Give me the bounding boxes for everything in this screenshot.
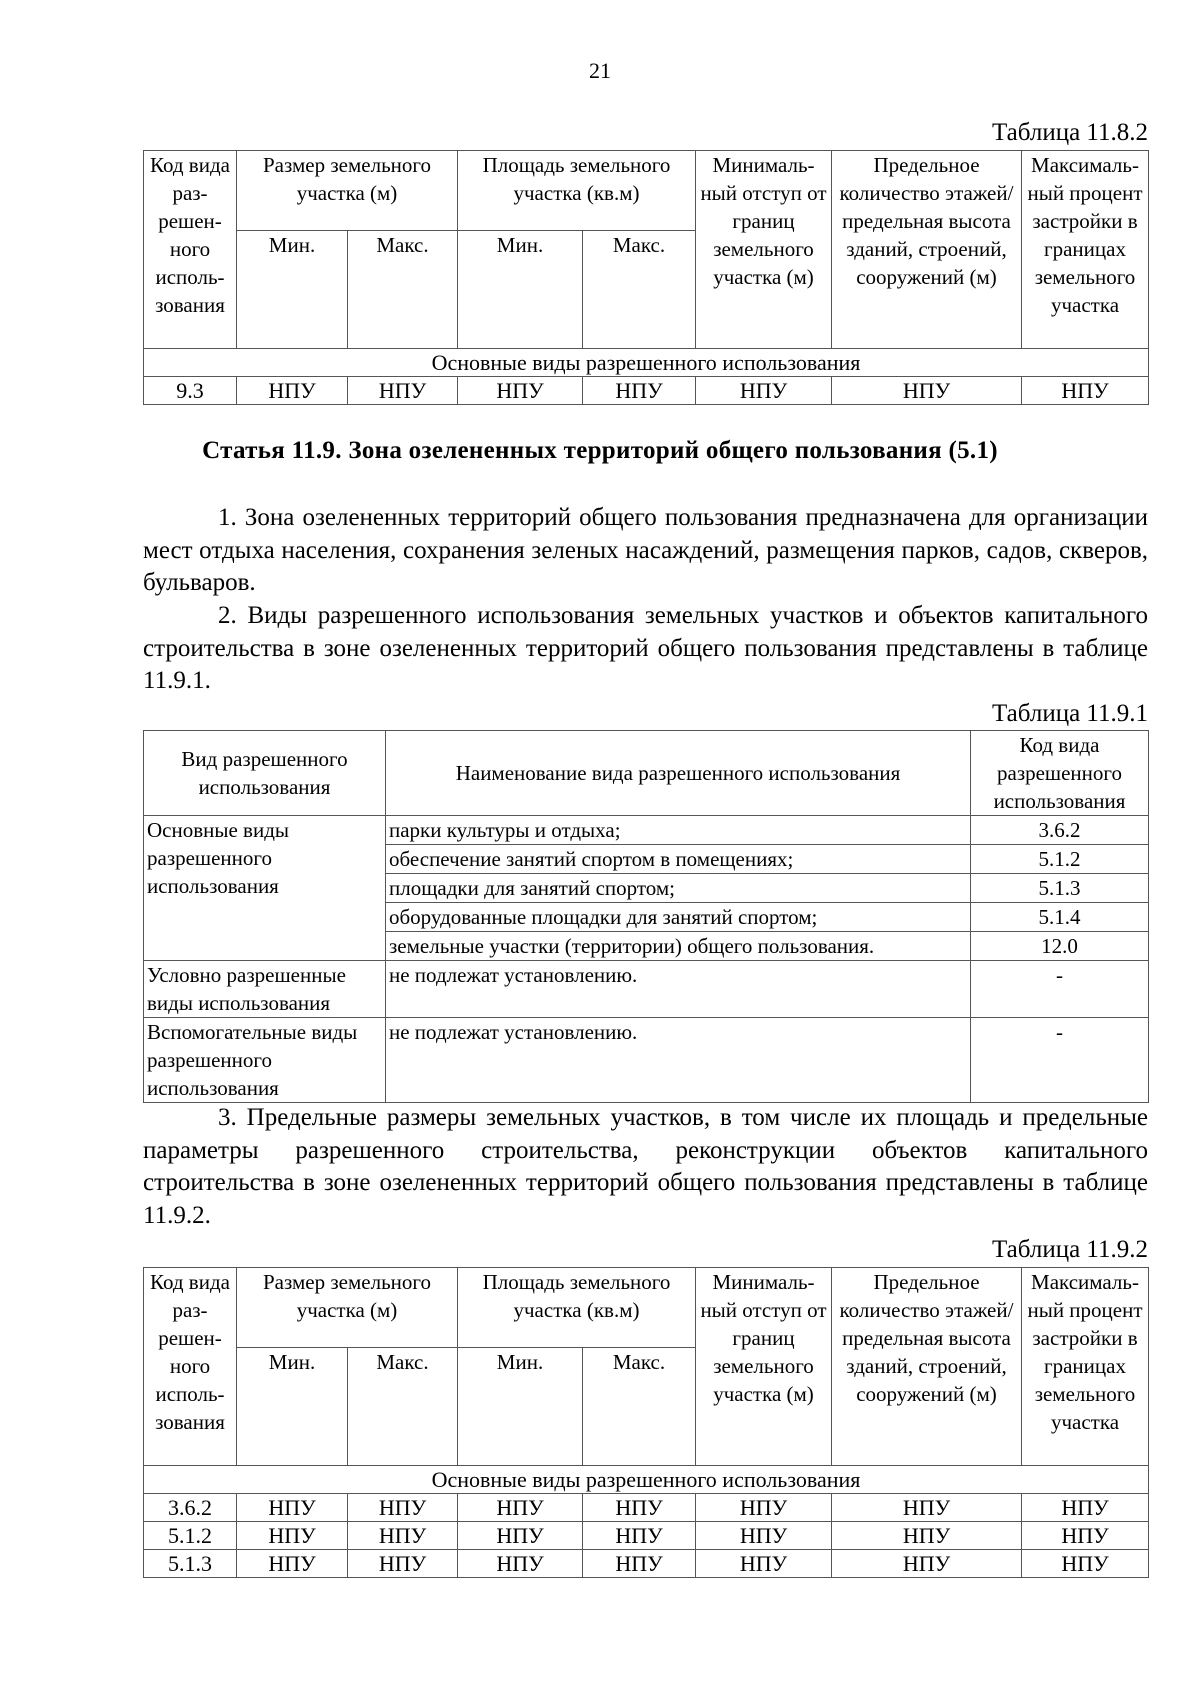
cell: НПУ [1022, 377, 1149, 405]
limits-table-11-8-2 [143, 150, 1149, 405]
use-name: обеспечение занятий спортом в помещениях; [386, 845, 971, 874]
cell: НПУ [458, 377, 583, 405]
limits-table-11-9-2 [143, 1267, 1149, 1578]
cell: НПУ [458, 1494, 583, 1522]
table-row [144, 377, 1149, 405]
cell: НПУ [348, 1494, 458, 1522]
cell: НПУ [1022, 1494, 1149, 1522]
use-name: не подлежат установлению. [386, 1018, 971, 1103]
header-code: Код вида раз- решен- ного исполь- зования [144, 151, 237, 349]
cell: НПУ [348, 1522, 458, 1550]
use-name: парки культуры и отдыха; [386, 816, 971, 845]
cell: НПУ [237, 1522, 348, 1550]
article-title: Статья 11.9. Зона озелененных территорий общего пользования (5.1) [202, 437, 998, 464]
use-name: оборудованные площадки для занятий спортом; [386, 903, 971, 932]
cell: НПУ [583, 1522, 696, 1550]
paragraph-2-text: 2. Виды разрешенного использования земельных участков и объектов капитального строительства в зоне озелененных территорий общего пользования представлены в таблице 11.9.1. [143, 602, 1148, 694]
header-min: Мин. [237, 231, 348, 349]
cell: НПУ [696, 1550, 832, 1578]
use-code: - [971, 1018, 1149, 1103]
header-type: Вид разрешенного использования [144, 731, 386, 816]
use-code: - [971, 961, 1149, 1018]
header-code: Код вида разрешенного использования [971, 731, 1149, 816]
header-max: Макс. [348, 1348, 458, 1466]
cell: НПУ [696, 1494, 832, 1522]
cell: НПУ [237, 1494, 348, 1522]
header-area: Площадь земельного участка (кв.м) [458, 151, 696, 231]
header-max: Макс. [348, 231, 458, 349]
cell: НПУ [583, 1494, 696, 1522]
cell: 9.3 [144, 377, 237, 405]
use-code: 12.0 [971, 932, 1149, 961]
header-size: Размер земельного участка (м) [237, 151, 458, 231]
header-percent: Максималь- ный процент застройки в границах земельного участка [1022, 151, 1149, 349]
header-min: Мин. [458, 1348, 583, 1466]
cell: НПУ [832, 1522, 1022, 1550]
cell: НПУ [583, 377, 696, 405]
table-row [144, 816, 1149, 845]
table-caption: Таблица 11.8.2 [992, 119, 1148, 146]
header-floors: Предельное количество этажей/ предельная высота зданий, строений, сооружений (м) [832, 151, 1022, 349]
use-name: площадки для занятий спортом; [386, 874, 971, 903]
cell: 3.6.2 [144, 1494, 237, 1522]
cell: НПУ [583, 1550, 696, 1578]
header-setback: Минималь- ный отступ от границ земельного участка (м) [696, 1268, 832, 1466]
cell: НПУ [1022, 1550, 1149, 1578]
paragraph-3-text: 3. Предельные размеры земельных участков, в том числе их площадь и предельные параметры разрешенного строительства, реконструкции объектов капитального строительства в зоне озелененных территорий общего пользования представлены в таблице 11.9.2. [143, 1104, 1148, 1229]
cell: 5.1.3 [144, 1550, 237, 1578]
cell: НПУ [832, 1550, 1022, 1578]
paragraph-2 [143, 600, 1148, 698]
cell: НПУ [237, 377, 348, 405]
cell: НПУ [458, 1522, 583, 1550]
header-min: Мин. [458, 231, 583, 349]
header-max: Макс. [583, 1348, 696, 1466]
cell: НПУ [237, 1550, 348, 1578]
table-caption: Таблица 11.9.2 [992, 1236, 1148, 1263]
use-name: не подлежат установлению. [386, 961, 971, 1018]
cell: НПУ [832, 377, 1022, 405]
header-setback: Минималь- ный отступ от границ земельного участка (м) [696, 151, 832, 349]
cell: НПУ [348, 1550, 458, 1578]
table-caption: Таблица 11.9.1 [992, 700, 1148, 727]
table-row [144, 1550, 1149, 1578]
use-code: 5.1.2 [971, 845, 1149, 874]
table-row [144, 961, 1149, 1018]
paragraph-1 [143, 502, 1148, 600]
header-max: Макс. [583, 231, 696, 349]
paragraph-3 [143, 1102, 1148, 1232]
cell: НПУ [696, 377, 832, 405]
cell: 5.1.2 [144, 1522, 237, 1550]
cell: НПУ [696, 1522, 832, 1550]
cell: НПУ [832, 1494, 1022, 1522]
auxiliary-uses-label: Вспомогательные виды разрешенного использования [144, 1018, 386, 1103]
header-name: Наименование вида разрешенного использования [386, 731, 971, 816]
conditional-uses-label: Условно разрешенные виды использования [144, 961, 386, 1018]
use-code: 5.1.4 [971, 903, 1149, 932]
permitted-use-table-11-9-1 [143, 730, 1149, 1103]
section-row: Основные виды разрешенного использования [144, 1466, 1149, 1494]
section-row: Основные виды разрешенного использования [144, 349, 1149, 377]
table-row [144, 1018, 1149, 1103]
use-name: земельные участки (территории) общего пользования. [386, 932, 971, 961]
header-area: Площадь земельного участка (кв.м) [458, 1268, 696, 1348]
paragraph-1-text: 1. Зона озелененных территорий общего пользования предназначена для организации мест отдыха населения, сохранения зеленых насаждений, размещения парков, садов, скверов, бульваров. [143, 504, 1148, 596]
cell: НПУ [458, 1550, 583, 1578]
use-code: 5.1.3 [971, 874, 1149, 903]
table-row [144, 1494, 1149, 1522]
use-code: 3.6.2 [971, 816, 1149, 845]
header-percent: Максималь- ный процент застройки в границах земельного участка [1022, 1268, 1149, 1466]
cell: НПУ [348, 377, 458, 405]
page-number: 21 [589, 58, 611, 83]
header-code: Код вида раз- решен- ного исполь- зования [144, 1268, 237, 1466]
table-row [144, 1522, 1149, 1550]
header-min: Мин. [237, 1348, 348, 1466]
header-floors: Предельное количество этажей/ предельная высота зданий, строений, сооружений (м) [832, 1268, 1022, 1466]
header-size: Размер земельного участка (м) [237, 1268, 458, 1348]
main-uses-label: Основные виды разрешенного использования [144, 816, 386, 961]
cell: НПУ [1022, 1522, 1149, 1550]
